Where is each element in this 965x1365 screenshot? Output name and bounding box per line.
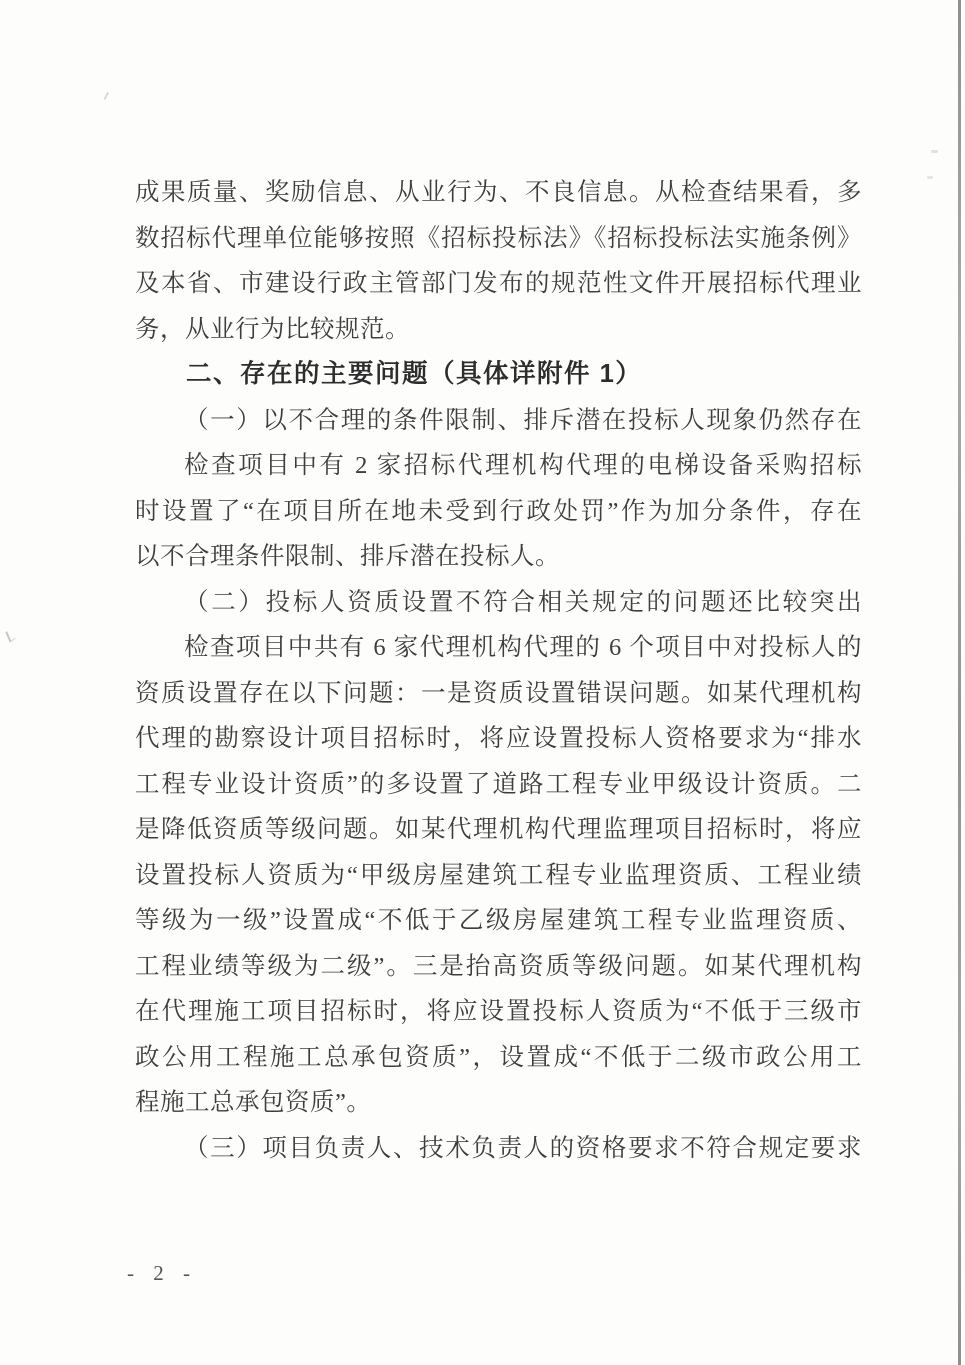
text-line: 工程专业设计资质”的多设置了道路工程专业甲级设计资质。二	[135, 770, 862, 798]
page-number: - 2 -	[127, 1261, 197, 1285]
text-line: （三）项目负责人、技术负责人的资格要求不符合规定要求	[184, 1134, 862, 1162]
text-line: 时设置了“在项目所在地未受到行政处罚”作为加分条件，存在	[135, 497, 862, 525]
text-line: 检查项目中共有 6 家代理机构代理的 6 个项目中对投标人的	[184, 634, 862, 661]
text-line: 等级为一级”设置成“不低于乙级房屋建筑工程专业监理资质、	[135, 907, 862, 934]
document-body	[135, 170, 862, 1171]
scan-artifact	[931, 150, 938, 153]
text-line: 成果质量、奖励信息、从业行为、不良信息。从检查结果看，多	[135, 179, 862, 206]
text-line: 程施工总承包资质”。	[135, 1089, 372, 1116]
text-line: 务，从业行为比较规范。	[135, 315, 410, 343]
text-line: 及本省、市建设行政主管部门发布的规范性文件开展招标代理业	[135, 270, 862, 297]
text-line: 工程业绩等级为二级”。三是抬高资质等级问题。如某代理机构	[135, 952, 862, 980]
text-line: 政公用工程施工总承包资质”，设置成“不低于二级市政公用工	[135, 1043, 862, 1071]
scan-artifact	[5, 628, 15, 642]
text-line: （一）以不合理的条件限制、排斥潜在投标人现象仍然存在	[184, 406, 862, 434]
text-line: 代理的勘察设计项目招标时，将应设置投标人资格要求为“排水	[135, 725, 862, 752]
scan-artifact	[103, 92, 112, 102]
scanner-edge-line	[958, 0, 961, 1365]
text-line: 设置投标人资质为“甲级房屋建筑工程专业监理资质、工程业绩	[135, 861, 862, 889]
text-line: 数招标代理单位能够按照《招标投标法》《招标投标法实施条例》	[135, 224, 862, 252]
text-line: 检查项目中有 2 家招标代理机构代理的电梯设备采购招标	[184, 452, 862, 479]
text-line: 资质设置存在以下问题：一是资质设置错误问题。如某代理机构	[135, 679, 862, 707]
text-line: （二）投标人资质设置不符合相关规定的问题还比较突出	[184, 588, 862, 616]
scan-artifact	[927, 176, 933, 179]
text-line: 二、存在的主要问题（具体详附件 1）	[186, 360, 643, 388]
text-line: 是降低资质等级问题。如某代理机构代理监理项目招标时，将应	[135, 816, 862, 843]
text-line: 在代理施工项目招标时，将应设置投标人资质为“不低于三级市	[135, 998, 862, 1025]
text-line: 以不合理条件限制、排斥潜在投标人。	[135, 543, 560, 570]
